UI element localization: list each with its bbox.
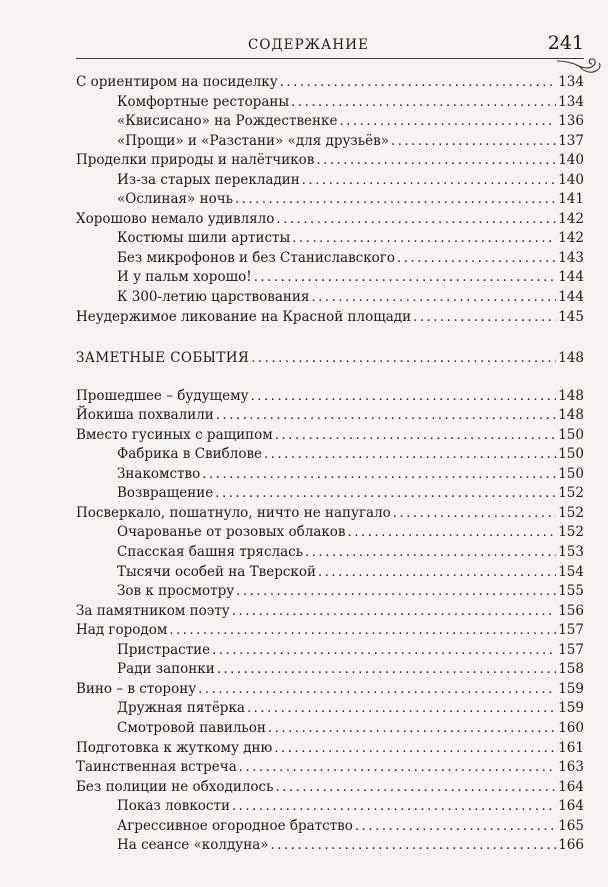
toc-entry-title: Комфортные рестораны: [117, 93, 290, 110]
toc-entry: [76, 660, 584, 680]
dot-leader: [247, 699, 556, 719]
toc-entry: [76, 112, 584, 132]
toc-entry-page: 158: [558, 661, 584, 678]
toc-entry-title: Хорошово немало удивляло: [76, 210, 275, 227]
toc-entry-page: 166: [558, 837, 584, 854]
dot-leader: [264, 445, 556, 465]
toc-entry-page: 165: [558, 817, 584, 834]
toc-entry: [76, 249, 584, 269]
toc-entry-title: Очарованье от розовых облаков: [117, 524, 346, 541]
dot-leader: [339, 112, 556, 132]
toc-entry-page: 152: [558, 524, 584, 541]
toc-entry-page: 152: [558, 485, 584, 502]
dot-leader: [275, 426, 556, 446]
toc-entry: [76, 445, 584, 465]
toc-entry: [76, 758, 584, 778]
toc-entry: [76, 268, 584, 288]
toc-entry: [76, 132, 584, 152]
toc-entry-page: 156: [558, 602, 584, 619]
dot-leader: [198, 680, 556, 700]
dot-leader: [232, 602, 556, 622]
dot-leader: [235, 190, 556, 210]
dot-leader: [251, 387, 557, 407]
toc-entry-page: 164: [558, 798, 584, 815]
toc-entry-page: 163: [558, 759, 584, 776]
toc-entry: [76, 719, 584, 739]
toc-entry: [76, 288, 584, 308]
dot-leader: [251, 349, 556, 369]
dot-leader: [276, 210, 556, 230]
toc-entry-title: К 300-летию царствования: [117, 289, 310, 306]
toc-entry-title: Прошедшее – будущему: [76, 387, 249, 404]
dot-leader: [212, 641, 556, 661]
toc-entry-page: 159: [558, 700, 584, 717]
toc-entry-title: Пристрастие: [117, 641, 211, 658]
toc-entry: [76, 778, 584, 798]
toc-entry-page: 134: [558, 93, 584, 110]
toc-entry-title: За памятником поэту: [76, 602, 230, 619]
toc-entry-title: «Ослиная» ночь: [117, 191, 233, 208]
toc-entry-title: Подготовка к жуткому дню: [76, 739, 273, 756]
toc-entry-title: Знакомство: [117, 465, 201, 482]
running-header: [76, 34, 584, 58]
toc-entry-page: 142: [558, 230, 584, 247]
toc-entry-title: Костюмы шили артисты: [117, 230, 291, 247]
toc-entry-title: Неудержимое ликование на Красной площади: [76, 308, 412, 325]
toc-entry-title: ЗАМЕТНЫЕ СОБЫТИЯ: [76, 350, 250, 367]
toc-entry: [76, 308, 584, 328]
toc-entry-page: 148: [558, 407, 584, 424]
toc-entry-title: «Квисисано» на Рождественке: [117, 113, 338, 130]
toc-entry-title: Посверкало, пошатнуло, ничто не напугало: [76, 504, 391, 521]
toc-entry-title: Показ ловкости: [117, 798, 230, 815]
toc-entry: [76, 563, 584, 583]
dot-leader: [391, 132, 556, 152]
toc-entry-page: 145: [558, 308, 584, 325]
toc-entry: [76, 739, 584, 759]
toc-entry-title: Смотровой павильон: [117, 719, 266, 736]
toc-entry: [76, 543, 584, 563]
dot-leader: [275, 778, 556, 798]
dot-leader: [268, 719, 556, 739]
dot-leader: [254, 268, 557, 288]
toc-entry-page: 140: [558, 171, 584, 188]
dot-leader: [291, 93, 556, 113]
toc-entry-page: 161: [558, 739, 584, 756]
header-rule: [76, 58, 584, 59]
toc-entry-title: Зов к просмотру: [117, 583, 235, 600]
dot-leader: [318, 563, 556, 583]
toc-entry: [76, 621, 584, 641]
toc-entry-title: Ради запонки: [117, 661, 215, 678]
toc-entry-page: 150: [558, 465, 584, 482]
toc-entry-title: Вместо гусиных с ращипом: [76, 426, 273, 443]
toc-entry-title: С ориентиром на посиделку: [76, 74, 278, 90]
toc-entry: [76, 171, 584, 191]
toc-entry: [76, 73, 584, 93]
toc-entry-page: 144: [558, 289, 584, 306]
toc-entry-page: 148: [558, 350, 584, 367]
toc-entry-page: 159: [558, 680, 584, 697]
dot-leader: [305, 543, 556, 563]
dot-leader: [217, 660, 557, 680]
toc-entry-page: 164: [558, 778, 584, 795]
toc-entry-title: И у пальм хорошо!: [117, 269, 252, 286]
toc-entry-title: Таинственная встреча: [76, 759, 237, 776]
toc-entry-page: 154: [558, 563, 584, 580]
toc-section-heading: [76, 349, 584, 369]
toc-entry-page: 160: [558, 719, 584, 736]
toc-entry: [76, 387, 584, 407]
running-title: СОДЕРЖАНИЕ: [247, 37, 370, 53]
toc-entry-title: Тысячи особей на Тверской: [117, 563, 316, 580]
toc-entry-title: Без микрофонов и без Станиславского: [117, 249, 395, 266]
table-of-contents: [76, 73, 584, 856]
page-number: 241: [547, 32, 584, 54]
toc-entry: [76, 699, 584, 719]
toc-entry-page: 137: [558, 132, 584, 149]
toc-entry-page: 157: [558, 641, 584, 658]
toc-entry-title: Спасская башня тряслась: [117, 544, 304, 561]
toc-entry-page: 141: [558, 191, 584, 208]
toc-entry-title: «Прощи» и «Разстани» «для друзьёв»: [117, 132, 389, 149]
toc-entry-title: Проделки природы и налётчиков: [76, 152, 315, 169]
toc-entry-page: 144: [558, 269, 584, 286]
toc-entry-page: 148: [558, 387, 584, 404]
toc-entry-page: 143: [558, 249, 584, 266]
toc-entry-title: Возвращение: [117, 485, 214, 502]
toc-entry: [76, 680, 584, 700]
toc-entry: [76, 210, 584, 230]
toc-entry: [76, 817, 584, 837]
toc-entry: [76, 504, 584, 524]
toc-entry-title: Из-за старых перекладин: [117, 171, 300, 188]
toc-entry-title: Фабрика в Свиблове: [117, 446, 263, 463]
toc-entry-page: 140: [558, 152, 584, 169]
toc-entry-page: 142: [558, 210, 584, 227]
dot-leader: [280, 73, 557, 93]
toc-entry-title: Над городом: [76, 622, 168, 639]
toc-entry: [76, 229, 584, 249]
toc-entry-page: 134: [558, 74, 584, 90]
dot-leader: [271, 836, 557, 856]
dot-leader: [239, 758, 556, 778]
toc-entry-title: Без полиции не обходилось: [76, 778, 274, 795]
toc-entry: [76, 426, 584, 446]
toc-entry-title: Вино – в сторону: [76, 680, 197, 697]
toc-entry: [76, 797, 584, 817]
toc-entry-page: 150: [558, 426, 584, 443]
dot-leader: [292, 229, 556, 249]
dot-leader: [316, 151, 556, 171]
toc-entry: [76, 93, 584, 113]
toc-entry: [76, 465, 584, 485]
dot-leader: [355, 817, 556, 837]
dot-leader: [393, 504, 556, 524]
dot-leader: [236, 582, 556, 602]
toc-entry-title: Дружная пятёрка: [117, 700, 245, 717]
toc-entry: [76, 190, 584, 210]
dot-leader: [302, 171, 556, 191]
toc-entry: [76, 151, 584, 171]
dot-leader: [311, 288, 556, 308]
toc-entry-page: 153: [558, 544, 584, 561]
toc-entry-page: 150: [558, 446, 584, 463]
dot-leader: [274, 739, 556, 759]
toc-entry-page: 157: [558, 622, 584, 639]
toc-entry: [76, 641, 584, 661]
toc-entry: [76, 602, 584, 622]
dot-leader: [397, 249, 556, 269]
toc-entry-title: Агрессивное огородное братство: [117, 817, 353, 834]
toc-entry: [76, 836, 584, 856]
toc-entry-page: 155: [558, 583, 584, 600]
dot-leader: [413, 308, 556, 328]
toc-entry: [76, 582, 584, 602]
toc-entry-page: 152: [558, 504, 584, 521]
dot-leader: [216, 406, 556, 426]
toc-entry: [76, 406, 584, 426]
toc-entry-title: На сеансе «колдуна»: [117, 837, 269, 854]
toc-entry: [76, 523, 584, 543]
toc-entry: [76, 484, 584, 504]
dot-leader: [348, 523, 557, 543]
toc-entry-title: Йокиша похвалили: [76, 407, 214, 424]
dot-leader: [202, 465, 556, 485]
dot-leader: [169, 621, 556, 641]
dot-leader: [232, 797, 556, 817]
dot-leader: [215, 484, 556, 504]
toc-entry-page: 136: [558, 113, 584, 130]
